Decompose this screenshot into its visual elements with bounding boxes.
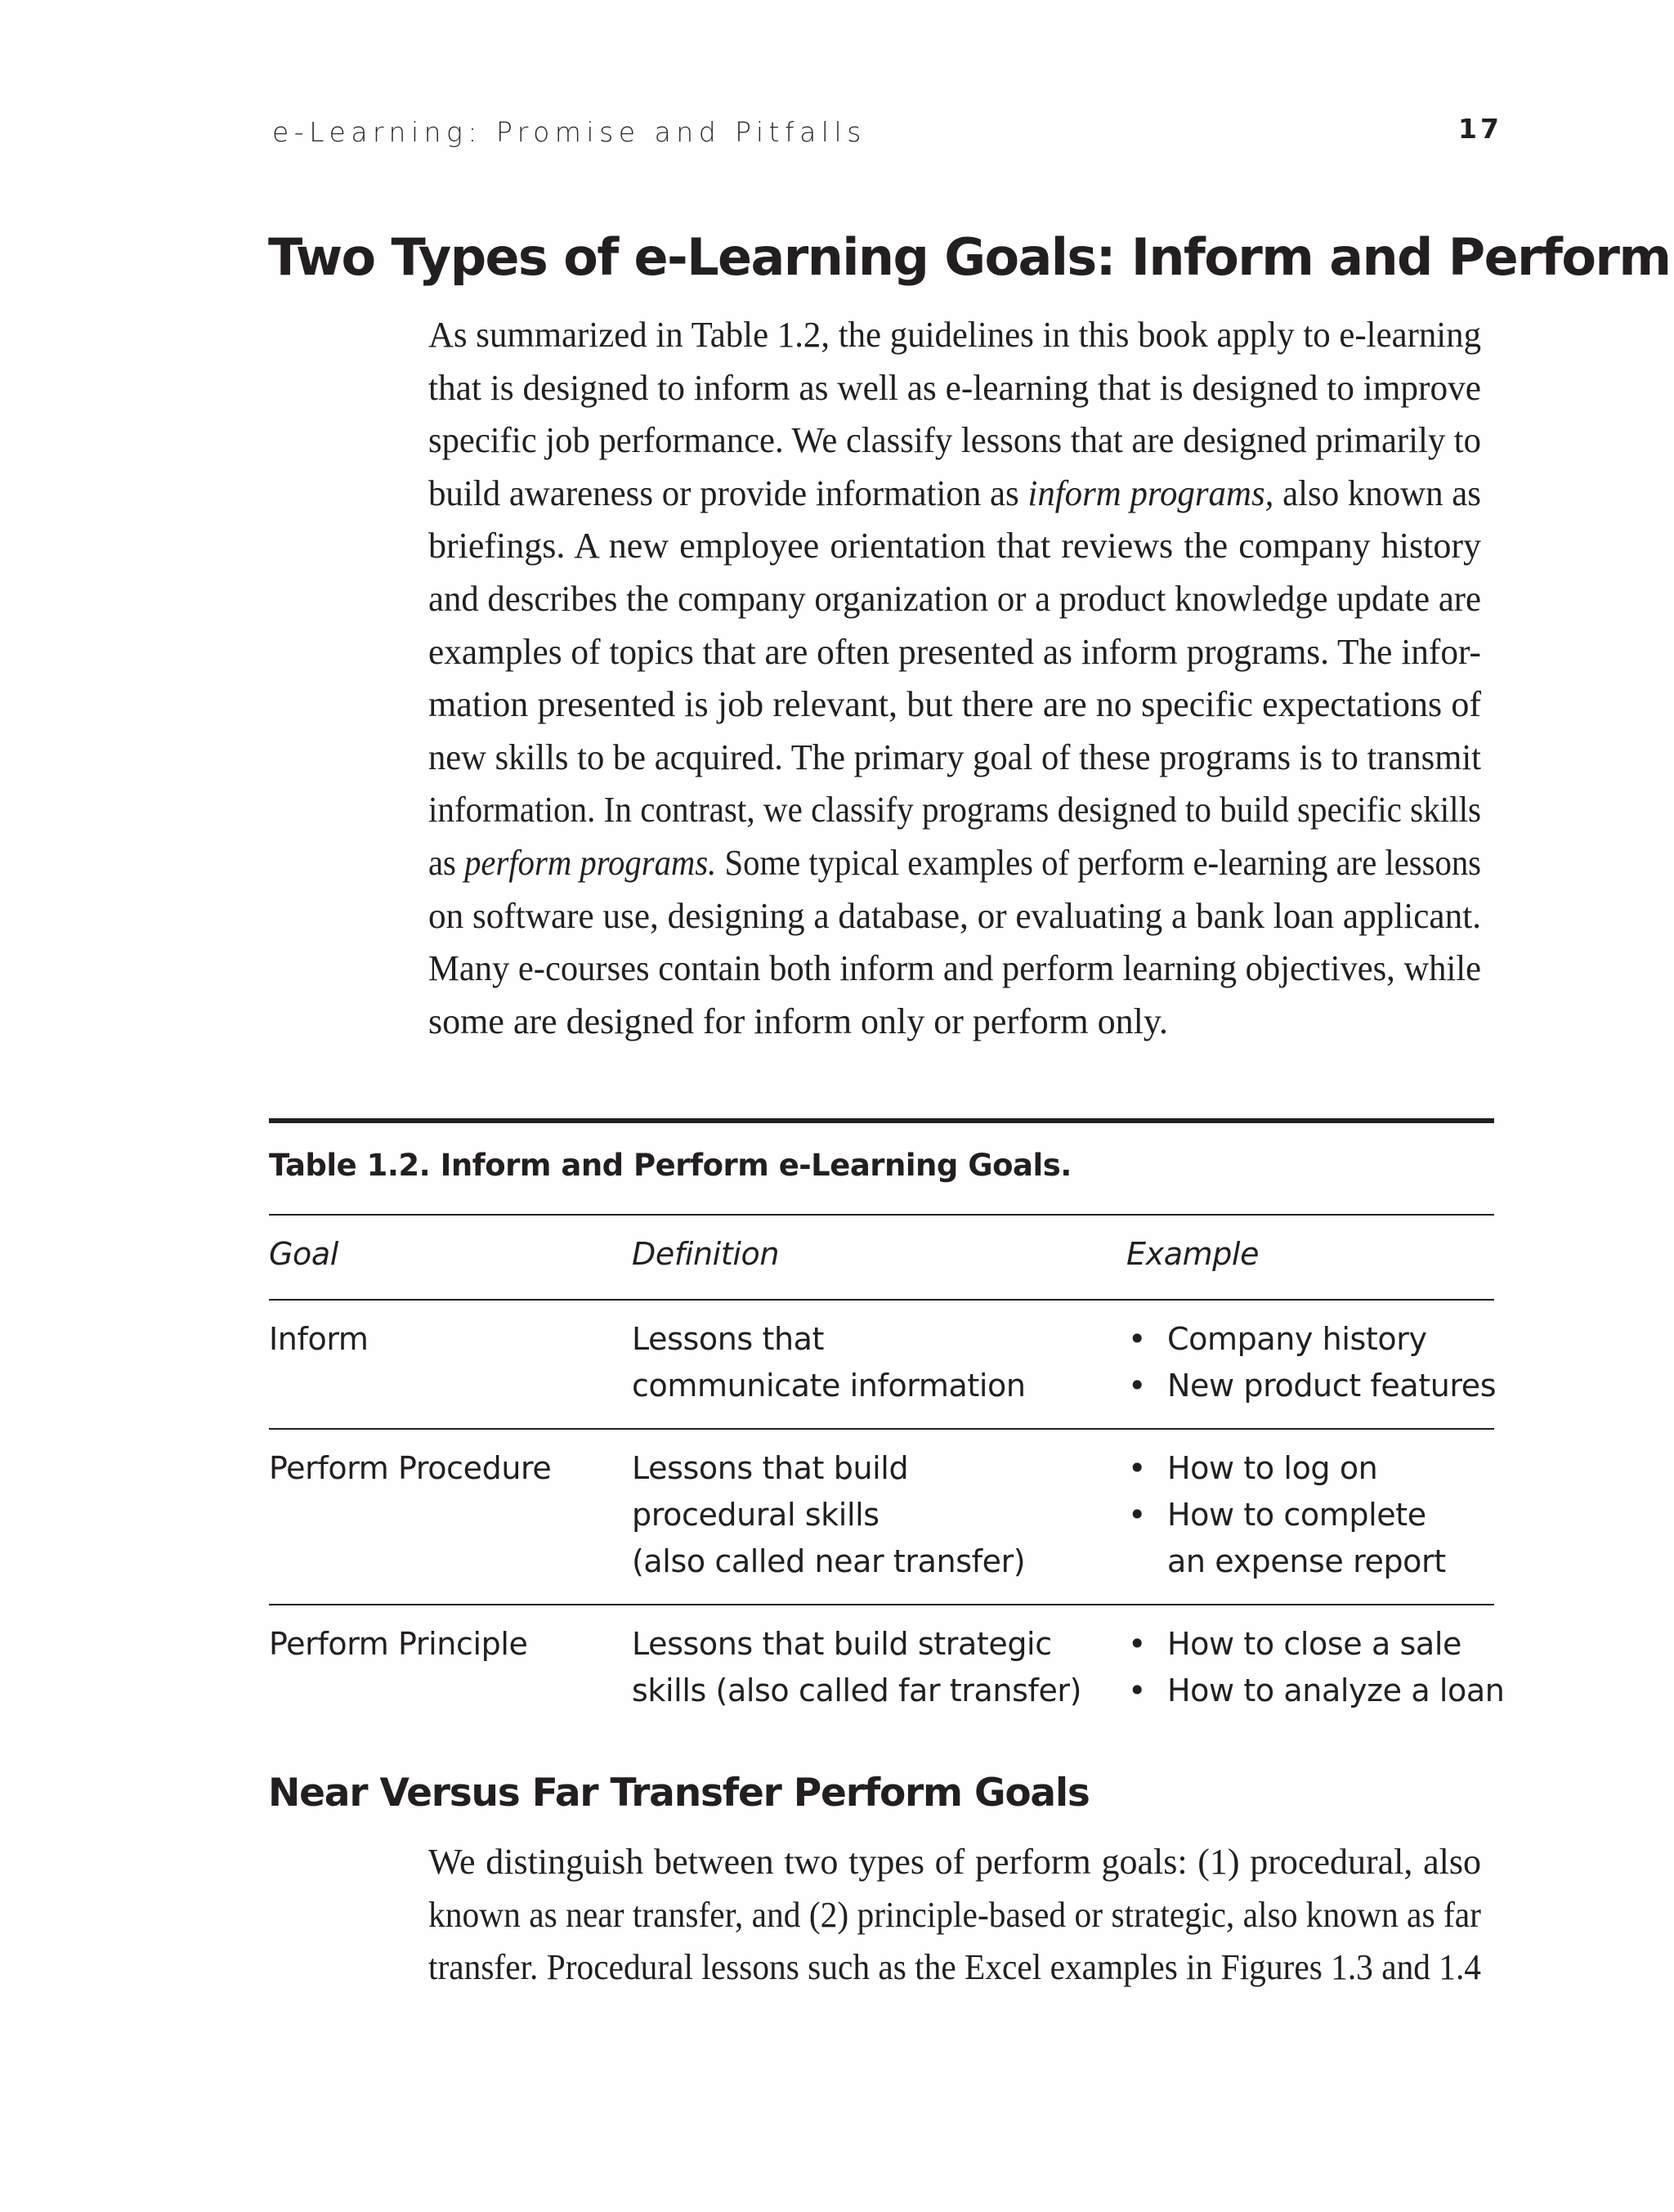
list-item: • How to analyze a loan — [1126, 1668, 1504, 1714]
bullet-icon: • — [1128, 1497, 1147, 1533]
list-item: • How to log on — [1126, 1445, 1446, 1492]
table-row-inform-goal: Inform — [269, 1321, 369, 1357]
term-inform-programs: inform programs, — [1027, 472, 1274, 513]
paragraph-line: examples of topics that are often presented as inform programs. The infor- — [428, 631, 1481, 672]
paragraph-line: new skills to be acquired. The primary goal of these programs is to transmit — [428, 737, 1481, 777]
paragraph-line: transfer. Procedural lessons such as the Excel examples in Figures 1.3 and 1.4 — [428, 1947, 1481, 1988]
bullet-icon: • — [1128, 1450, 1147, 1486]
table-row-procedure-examples — [1126, 1445, 1446, 1585]
table-row-inform-examples — [1126, 1316, 1496, 1409]
table-header-example: Example — [1126, 1236, 1260, 1272]
paragraph-line: on software use, designing a database, or evaluating a bank loan applicant. — [428, 895, 1481, 936]
table-row-principle-goal: Perform Principle — [269, 1626, 528, 1662]
paragraph-line: specific job performance. We classify lessons that are designed primarily to — [428, 420, 1481, 461]
list-item: • Company history — [1126, 1316, 1496, 1363]
page-number: 17 — [1458, 113, 1502, 145]
table-row-divider — [269, 1604, 1494, 1605]
paragraph-line: known as near transfer, and (2) principle-based or strategic, also known as far — [428, 1894, 1481, 1935]
table-row-procedure-definition: Lessons that build procedural skills (also called near transfer) — [632, 1450, 1026, 1579]
table-row-divider — [269, 1428, 1494, 1430]
table-top-rule — [269, 1118, 1494, 1123]
paragraph-line: Many e-courses contain both inform and perform learning objectives, while — [428, 948, 1481, 989]
bullet-icon: • — [1128, 1672, 1147, 1708]
table-header-goal: Goal — [269, 1236, 338, 1272]
bullet-icon: • — [1128, 1368, 1147, 1404]
paragraph-line: build awareness or provide information as inform programs, also known as — [428, 472, 1481, 513]
table-row-inform-definition: Lessons that communicate information — [632, 1321, 1026, 1404]
paragraph-line: As summarized in Table 1.2, the guidelines in this book apply to e-learning — [428, 315, 1481, 355]
table-caption: Table 1.2. Inform and Perform e-Learning Goals. — [269, 1148, 1072, 1183]
body-paragraph-inform-perform — [428, 309, 1481, 1048]
paragraph-line: some are designed for inform only or perform only. — [428, 1001, 1169, 1041]
table-header-top-rule — [269, 1214, 1494, 1216]
list-item: • New product features — [1126, 1363, 1496, 1409]
paragraph-line: and describes the company organization or a product knowledge update are — [428, 578, 1481, 619]
section-heading: Two Types of e-Learning Goals: Inform and Perform — [268, 227, 1671, 287]
paragraph-line: mation presented is job relevant, but there are no specific expectations of — [428, 684, 1481, 725]
body-paragraph-near-far-transfer — [428, 1836, 1481, 1995]
table-header-definition: Definition — [632, 1236, 780, 1272]
paragraph-line: information. In contrast, we classify programs designed to build specific skills — [428, 790, 1481, 831]
table-header-bottom-rule — [269, 1299, 1494, 1301]
subsection-heading: Near Versus Far Transfer Perform Goals — [268, 1771, 1090, 1816]
paragraph-line: briefings. A new employee orientation that reviews the company history — [428, 526, 1481, 566]
paragraph-line: We distinguish between two types of perform goals: (1) procedural, also — [428, 1842, 1481, 1882]
table-row-principle-examples — [1126, 1621, 1504, 1714]
running-head-title: e-Learning: Promise and Pitfalls — [272, 116, 866, 148]
table-row-procedure-goal: Perform Procedure — [269, 1450, 552, 1486]
list-item: • How to close a sale — [1126, 1621, 1504, 1668]
bullet-icon: • — [1128, 1321, 1147, 1357]
bullet-icon: • — [1128, 1626, 1147, 1662]
paragraph-line: as perform programs. Some typical examples of perform e-learning are lessons — [428, 842, 1481, 883]
table-row-principle-definition: Lessons that build strategic skills (also called far transfer) — [632, 1626, 1082, 1708]
paragraph-line: that is designed to inform as well as e-learning that is designed to improve — [428, 367, 1481, 408]
list-item: • How to complete an expense report — [1126, 1492, 1446, 1585]
term-perform-programs: perform programs. — [464, 842, 717, 883]
